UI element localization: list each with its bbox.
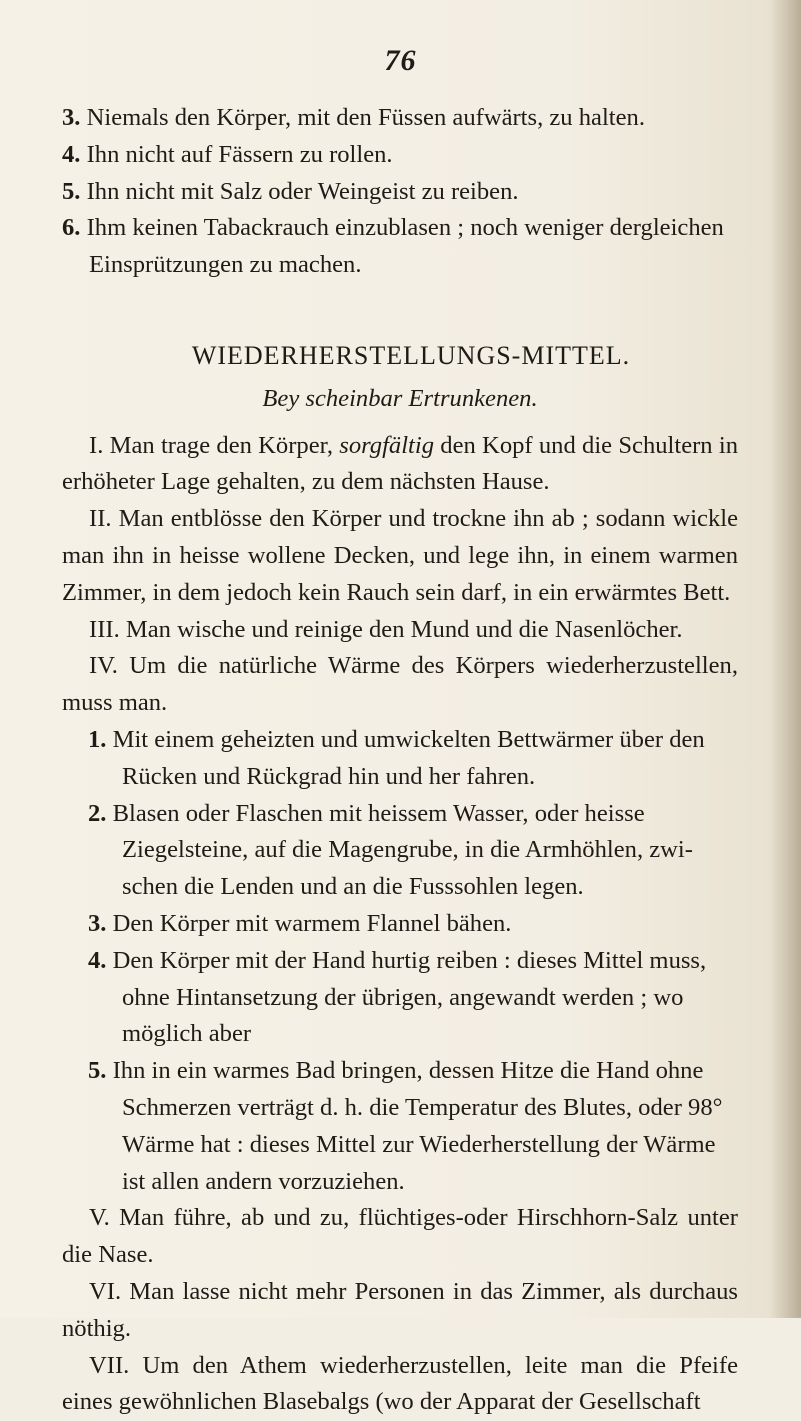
- page-number: 76: [0, 44, 801, 78]
- paragraph-V: V. Man führe, ab und zu, flüchtiges-oder Hirschhorn-Salz unter die Nase.: [62, 1200, 738, 1274]
- paragraph-IV: IV. Um die natürliche Wärme des Körpers wiederherzustellen, muss man.: [62, 648, 738, 722]
- list-item: 2. Blasen oder Flaschen mit heissem Wasser, oder heisse Ziegelsteine, auf die Magengrube, in die Armhöhlen, zwischen die Lenden und an die Fusssohlen legen.: [62, 796, 738, 906]
- list-item: 3. Niemals den Körper, mit den Füssen aufwärts, zu halten.: [62, 100, 738, 137]
- list-item: 5. Ihn in ein warmes Bad bringen, dessen Hitze die Hand ohne Schmerzen verträgt d. h. die Temperatur des Blutes, oder 98° Wärme hat : dieses Mittel zur Wiederherstellung der Wärme ist allen andern vorzuziehen.: [62, 1053, 738, 1200]
- section-subtitle: Bey scheinbar Ertrunkenen.: [62, 381, 738, 418]
- paragraph-VII: VII. Um den Athem wiederherzustellen, leite man die Pfeife eines gewöhnlichen Blasebalgs (wo der Apparat der Gesellschaft: [62, 1348, 738, 1421]
- list-item: 5. Ihn nicht mit Salz oder Weingeist zu reiben.: [62, 174, 738, 211]
- paragraph-III: III. Man wische und reinige den Mund und die Nasenlöcher.: [62, 612, 738, 649]
- list-item: 4. Den Körper mit der Hand hurtig reiben : dieses Mittel muss, ohne Hintansetzung der übrigen, angewandt werden ; wo möglich aber: [62, 943, 738, 1053]
- list-item: 3. Den Körper mit warmem Flannel bähen.: [62, 906, 738, 943]
- list-item: 6. Ihm keinen Tabackrauch einzublasen ; noch weniger dergleichen Einsprützungen zu machen.: [62, 210, 738, 284]
- paragraph-I: I. Man trage den Körper, sorgfältig den Kopf und die Schultern in erhöheter Lage gehalten, zu dem nächsten Hause.: [62, 428, 738, 502]
- list-item: 4. Ihn nicht auf Fässern zu rollen.: [62, 137, 738, 174]
- page-body: [62, 100, 738, 1421]
- paragraph-VI: VI. Man lasse nicht mehr Personen in das Zimmer, als durchaus nöthig.: [62, 1274, 738, 1348]
- list-item: 1. Mit einem geheizten und umwickelten Bettwärmer über den Rücken und Rückgrad hin und her fahren.: [62, 722, 738, 796]
- paragraph-II: II. Man entblösse den Körper und trockne ihn ab ; sodann wickle man ihn in heisse wollene Decken, und lege ihn, in einem warmen Zimmer, in dem jedoch kein Rauch sein darf, in ein erwärmtes Bett.: [62, 501, 738, 611]
- section-title: WIEDERHERSTELLUNGS-MITTEL.: [62, 338, 738, 375]
